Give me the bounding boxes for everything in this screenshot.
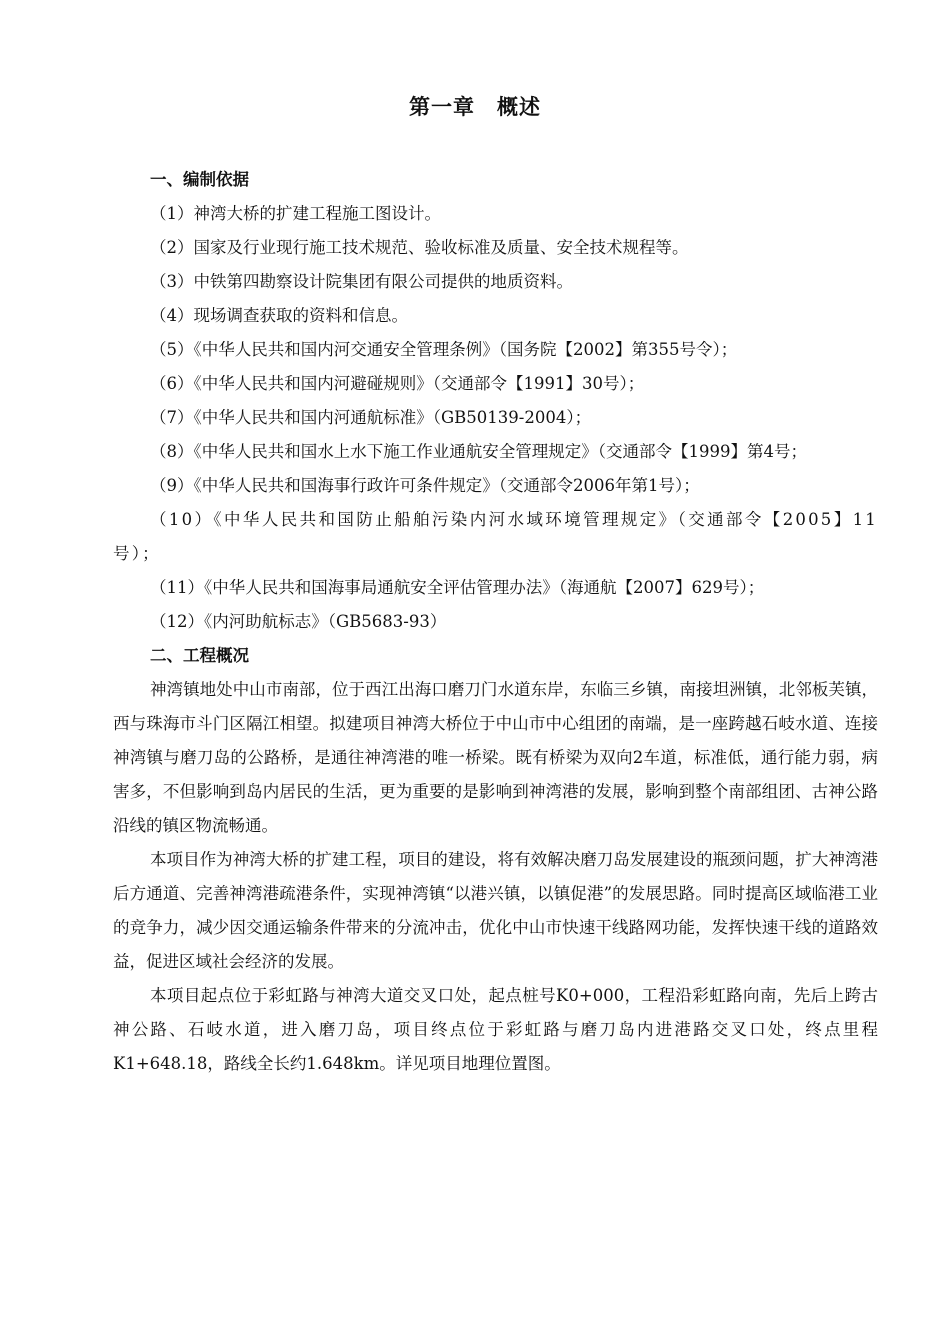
basis-item-9: （9）《中华人民共和国海事行政许可条件规定》（交通部令2006年第1号）； bbox=[150, 476, 700, 495]
basis-item-5: （5）《中华人民共和国内河交通安全管理条例》（国务院【2002】第355号令）； bbox=[150, 340, 738, 359]
chapter-title: 第一章 概述 bbox=[409, 95, 541, 119]
document-body bbox=[113, 163, 878, 1081]
basis-item-2: （2）国家及行业现行施工技术规范、验收标准及质量、安全技术规程等。 bbox=[150, 238, 689, 257]
basis-item-1: （1）神湾大桥的扩建工程施工图设计。 bbox=[150, 204, 441, 223]
basis-item-4: （4）现场调查获取的资料和信息。 bbox=[150, 306, 408, 325]
section-heading-basis: 一、编制依据 bbox=[150, 170, 249, 189]
overview-paragraph-2: 本项目作为神湾大桥的扩建工程，项目的建设，将有效解决磨刀岛发展建设的瓶颈问题，扩大神湾港后方通道、完善神湾港疏港条件，实现神湾镇“以港兴镇，以镇促港”的发展思路。同时提高区域临港工业的竞争力，减少因交通运输条件带来的分流冲击，优化中山市快速干线路网功能，发挥快速干线的道路效益，促进区域社会经济的发展。 bbox=[113, 850, 878, 971]
basis-item-10: （10）《中华人民共和国防止船舶污染内河水域环境管理规定》（交通部令【2005】11号）； bbox=[113, 510, 878, 563]
overview-paragraph-1: 神湾镇地处中山市南部，位于西江出海口磨刀门水道东岸，东临三乡镇，南接坦洲镇，北邻板芙镇，西与珠海市斗门区隔江相望。拟建项目神湾大桥位于中山市中心组团的南端，是一座跨越石岐水道、连接神湾镇与磨刀岛的公路桥，是通往神湾港的唯一桥梁。既有桥梁为双向2车道，标准低，通行能力弱，病害多，不但影响到岛内居民的生活，更为重要的是影响到神湾港的发展，影响到整个南部组团、古神公路沿线的镇区物流畅通。 bbox=[113, 680, 878, 835]
basis-item-12: （12）《内河助航标志》（GB5683-93） bbox=[150, 612, 447, 631]
basis-item-11: （11）《中华人民共和国海事局通航安全评估管理办法》（海通航【2007】629号）； bbox=[150, 578, 765, 597]
basis-item-7: （7）《中华人民共和国内河通航标准》（GB50139-2004）； bbox=[150, 408, 592, 427]
basis-item-3: （3）中铁第四勘察设计院集团有限公司提供的地质资料。 bbox=[150, 272, 573, 291]
basis-item-6: （6）《中华人民共和国内河避碰规则》（交通部令【1991】30号）； bbox=[150, 374, 645, 393]
overview-paragraph-3: 本项目起点位于彩虹路与神湾大道交叉口处，起点桩号K0+000，工程沿彩虹路向南，先后上跨古神公路、石岐水道，进入磨刀岛，项目终点位于彩虹路与磨刀岛内进港路交叉口处，终点里程K1+648.18，路线全长约1.648km。详见项目地理位置图。 bbox=[113, 986, 878, 1073]
section-heading-overview: 二、工程概况 bbox=[150, 646, 249, 665]
basis-item-8: （8）《中华人民共和国水上水下施工作业通航安全管理规定》（交通部令【1999】第4号； bbox=[150, 442, 807, 461]
